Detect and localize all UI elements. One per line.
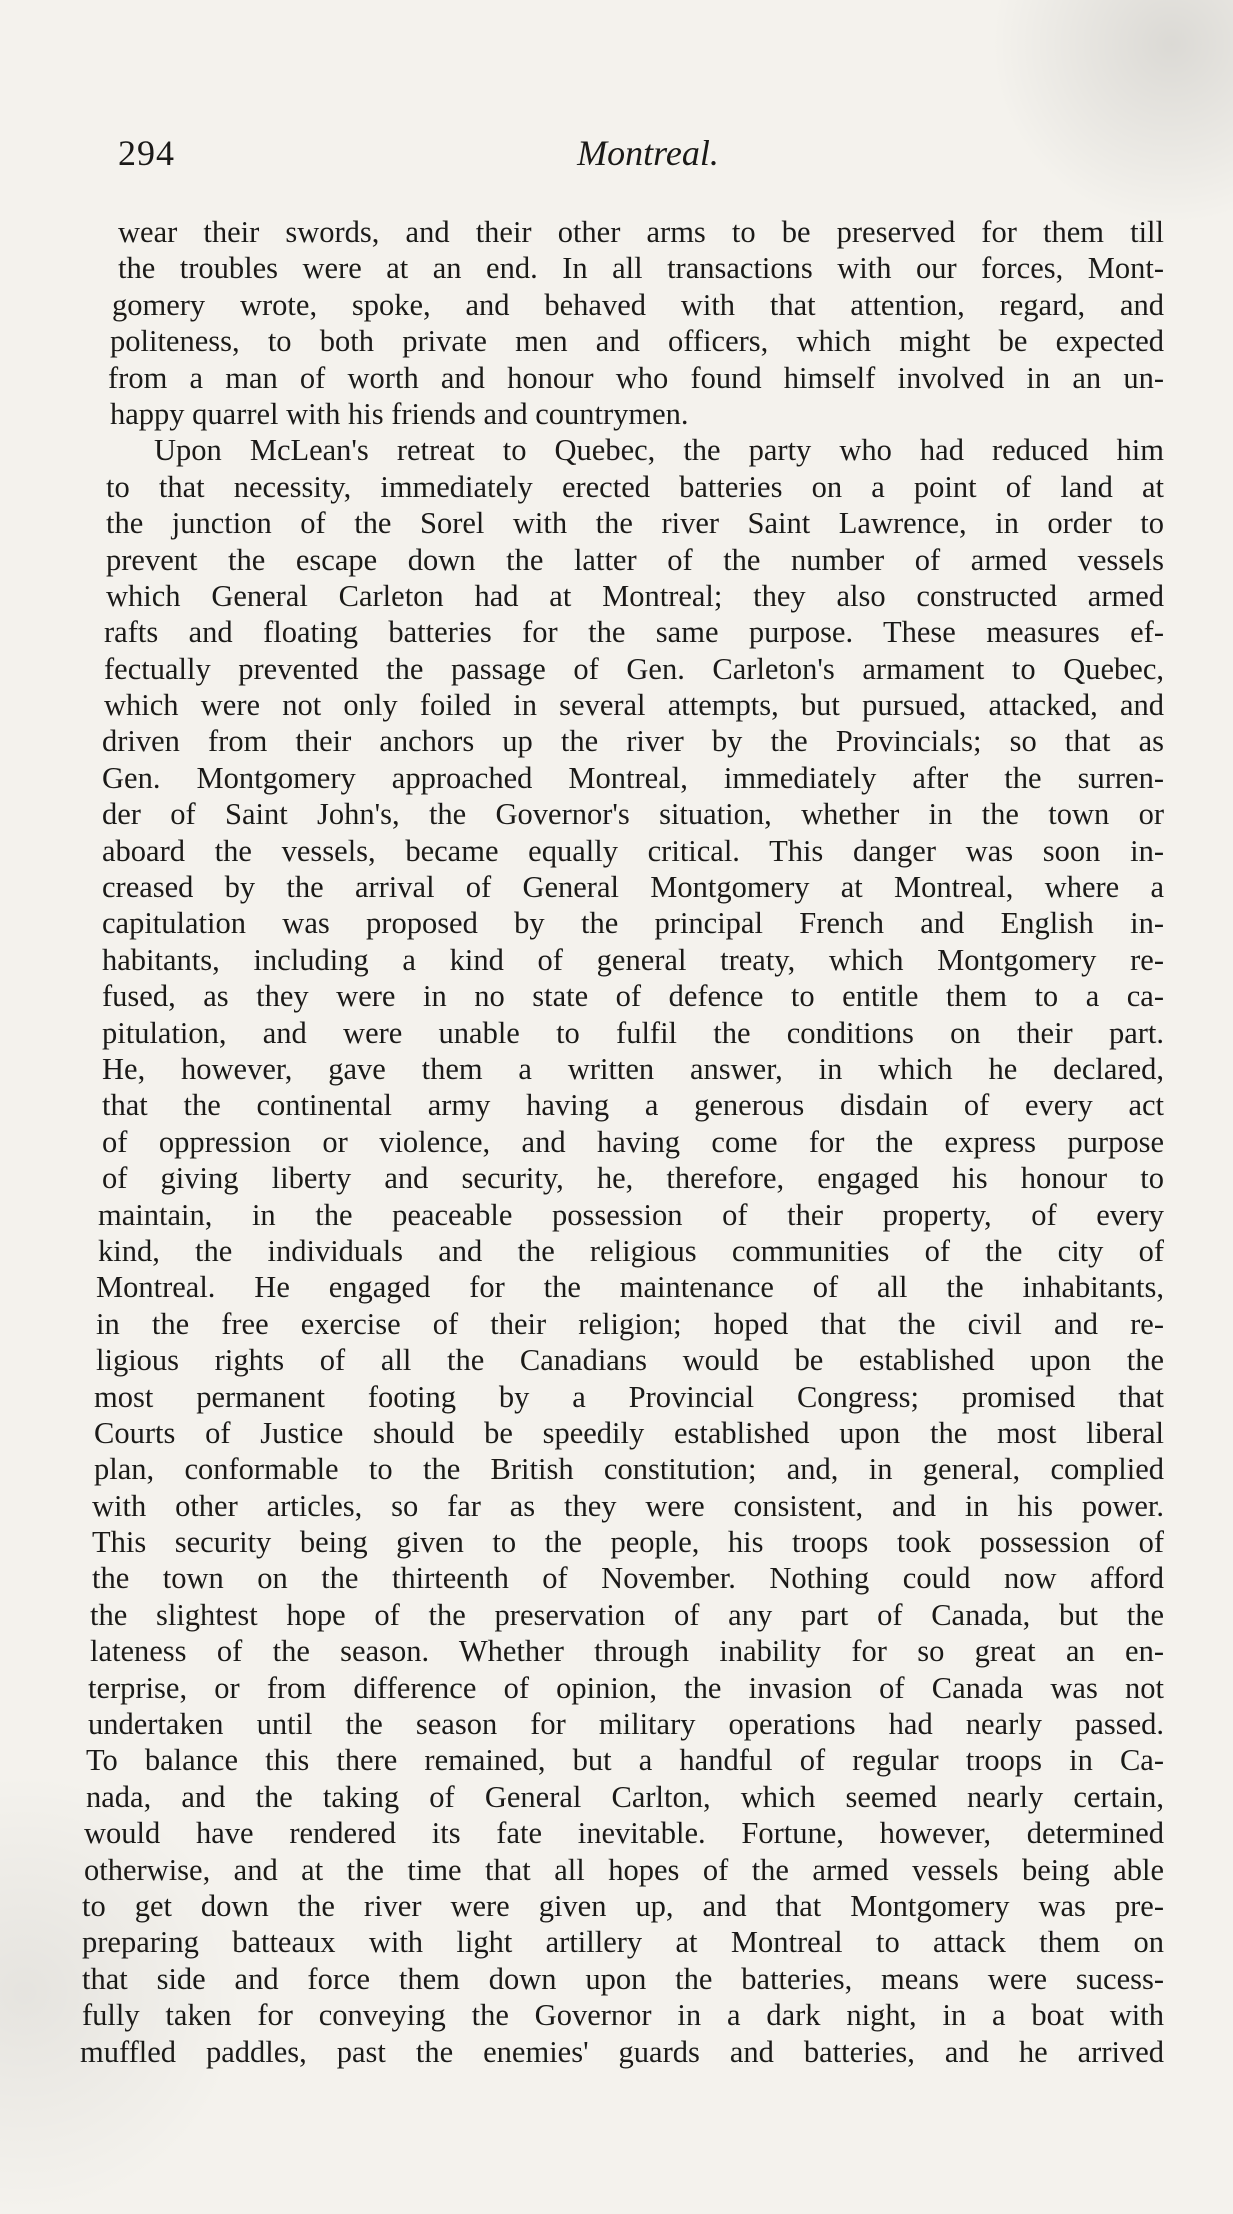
text-line: with other articles, so far as they were consistent, and in his power.	[92, 1488, 1164, 1523]
text-line: of oppression or violence, and having come for the express purpose	[102, 1124, 1164, 1159]
text-line: maintain, in the peaceable possession of their property, of every	[98, 1197, 1164, 1232]
text-line: terprise, or from difference of opinion, the invasion of Canada was not	[88, 1670, 1164, 1705]
text-line: aboard the vessels, became equally critical. This danger was soon in-	[102, 833, 1164, 868]
text-line: gomery wrote, spoke, and behaved with that attention, regard, and	[112, 287, 1164, 322]
text-line: capitulation was proposed by the principal French and English in-	[102, 906, 1164, 941]
page-header	[118, 132, 1178, 182]
text-line: undertaken until the season for military operations had nearly passed.	[88, 1707, 1164, 1742]
text-line: the junction of the Sorel with the river Saint Lawrence, in order to	[106, 506, 1164, 541]
text-line: in the free exercise of their religion; hoped that the civil and re-	[96, 1306, 1164, 1341]
text-line: to that necessity, immediately erected batteries on a point of land at	[106, 469, 1164, 504]
text-line: fectually prevented the passage of Gen. Carleton's armament to Quebec,	[104, 651, 1164, 686]
text-line: most permanent footing by a Provincial Congress; promised that	[94, 1379, 1164, 1414]
text-line: plan, conformable to the British constitution; and, in general, complied	[94, 1452, 1164, 1487]
text-line: wear their swords, and their other arms to be preserved for them till	[118, 215, 1164, 249]
text-line: He, however, gave them a written answer, in which he declared,	[102, 1051, 1164, 1086]
text-line: that the continental army having a generous disdain of every act	[102, 1088, 1164, 1123]
text-line: the troubles were at an end. In all transactions with our forces, Mont-	[118, 251, 1164, 286]
text-line: Courts of Justice should be speedily established upon the most liberal	[94, 1415, 1164, 1450]
text-line: creased by the arrival of General Montgomery at Montreal, where a	[102, 870, 1164, 905]
text-line: Upon McLean's retreat to Quebec, the party who had reduced him	[154, 433, 1164, 468]
text-line: Montreal. He engaged for the maintenance of all the inhabitants,	[96, 1270, 1164, 1305]
text-line: fused, as they were in no state of defence to entitle them to a ca-	[102, 979, 1164, 1014]
text-line: which were not only foiled in several attempts, but pursued, attacked, and	[104, 688, 1164, 723]
text-line: the town on the thirteenth of November. Nothing could now afford	[92, 1561, 1164, 1596]
text-line: of giving liberty and security, he, therefore, engaged his honour to	[102, 1161, 1164, 1196]
text-line: nada, and the taking of General Carlton, which seemed nearly certain,	[86, 1779, 1164, 1814]
text-line: the slightest hope of the preservation of any part of Canada, but the	[90, 1597, 1164, 1632]
text-line: which General Carleton had at Montreal; they also constructed armed	[106, 578, 1164, 613]
text-line: muffled paddles, past the enemies' guards and batteries, and he arrived	[80, 2034, 1164, 2069]
text-line: from a man of worth and honour who found himself involved in an un-	[108, 360, 1164, 395]
text-line: politeness, to both private men and officers, which might be expected	[110, 324, 1164, 359]
text-line: that side and force them down upon the batteries, means were sucess-	[82, 1961, 1164, 1996]
running-title: Montreal.	[577, 133, 719, 173]
text-line: pitulation, and were unable to fulfil the conditions on their part.	[102, 1015, 1164, 1050]
text-line: would have rendered its fate inevitable. Fortune, however, determined	[84, 1816, 1164, 1851]
text-line: Gen. Montgomery approached Montreal, immediately after the surren-	[102, 760, 1164, 795]
body-text	[80, 214, 1164, 2070]
page-number: 294	[118, 133, 175, 173]
text-line: fully taken for conveying the Governor in a dark night, in a boat with	[82, 1998, 1164, 2033]
text-line: This security being given to the people, his troops took possession of	[92, 1525, 1164, 1560]
text-line: To balance this there remained, but a handful of regular troops in Ca-	[86, 1743, 1164, 1778]
text-line: ligious rights of all the Canadians would be established upon the	[96, 1343, 1164, 1378]
text-line: lateness of the season. Whether through inability for so great an en-	[90, 1634, 1164, 1669]
text-line: driven from their anchors up the river by the Provincials; so that as	[102, 724, 1164, 759]
text-line: to get down the river were given up, and that Montgomery was pre-	[82, 1888, 1164, 1923]
text-line: habitants, including a kind of general treaty, which Montgomery re-	[102, 942, 1164, 977]
text-line: happy quarrel with his friends and countrymen.	[110, 396, 689, 431]
text-line: preparing batteaux with light artillery at Montreal to attack them on	[82, 1925, 1164, 1960]
text-line: der of Saint John's, the Governor's situation, whether in the town or	[102, 797, 1164, 832]
text-line: kind, the individuals and the religious communities of the city of	[98, 1233, 1164, 1268]
text-line: otherwise, and at the time that all hopes of the armed vessels being able	[84, 1852, 1164, 1887]
text-line: prevent the escape down the latter of the number of armed vessels	[106, 542, 1164, 577]
text-line: rafts and floating batteries for the same purpose. These measures ef-	[104, 615, 1164, 650]
